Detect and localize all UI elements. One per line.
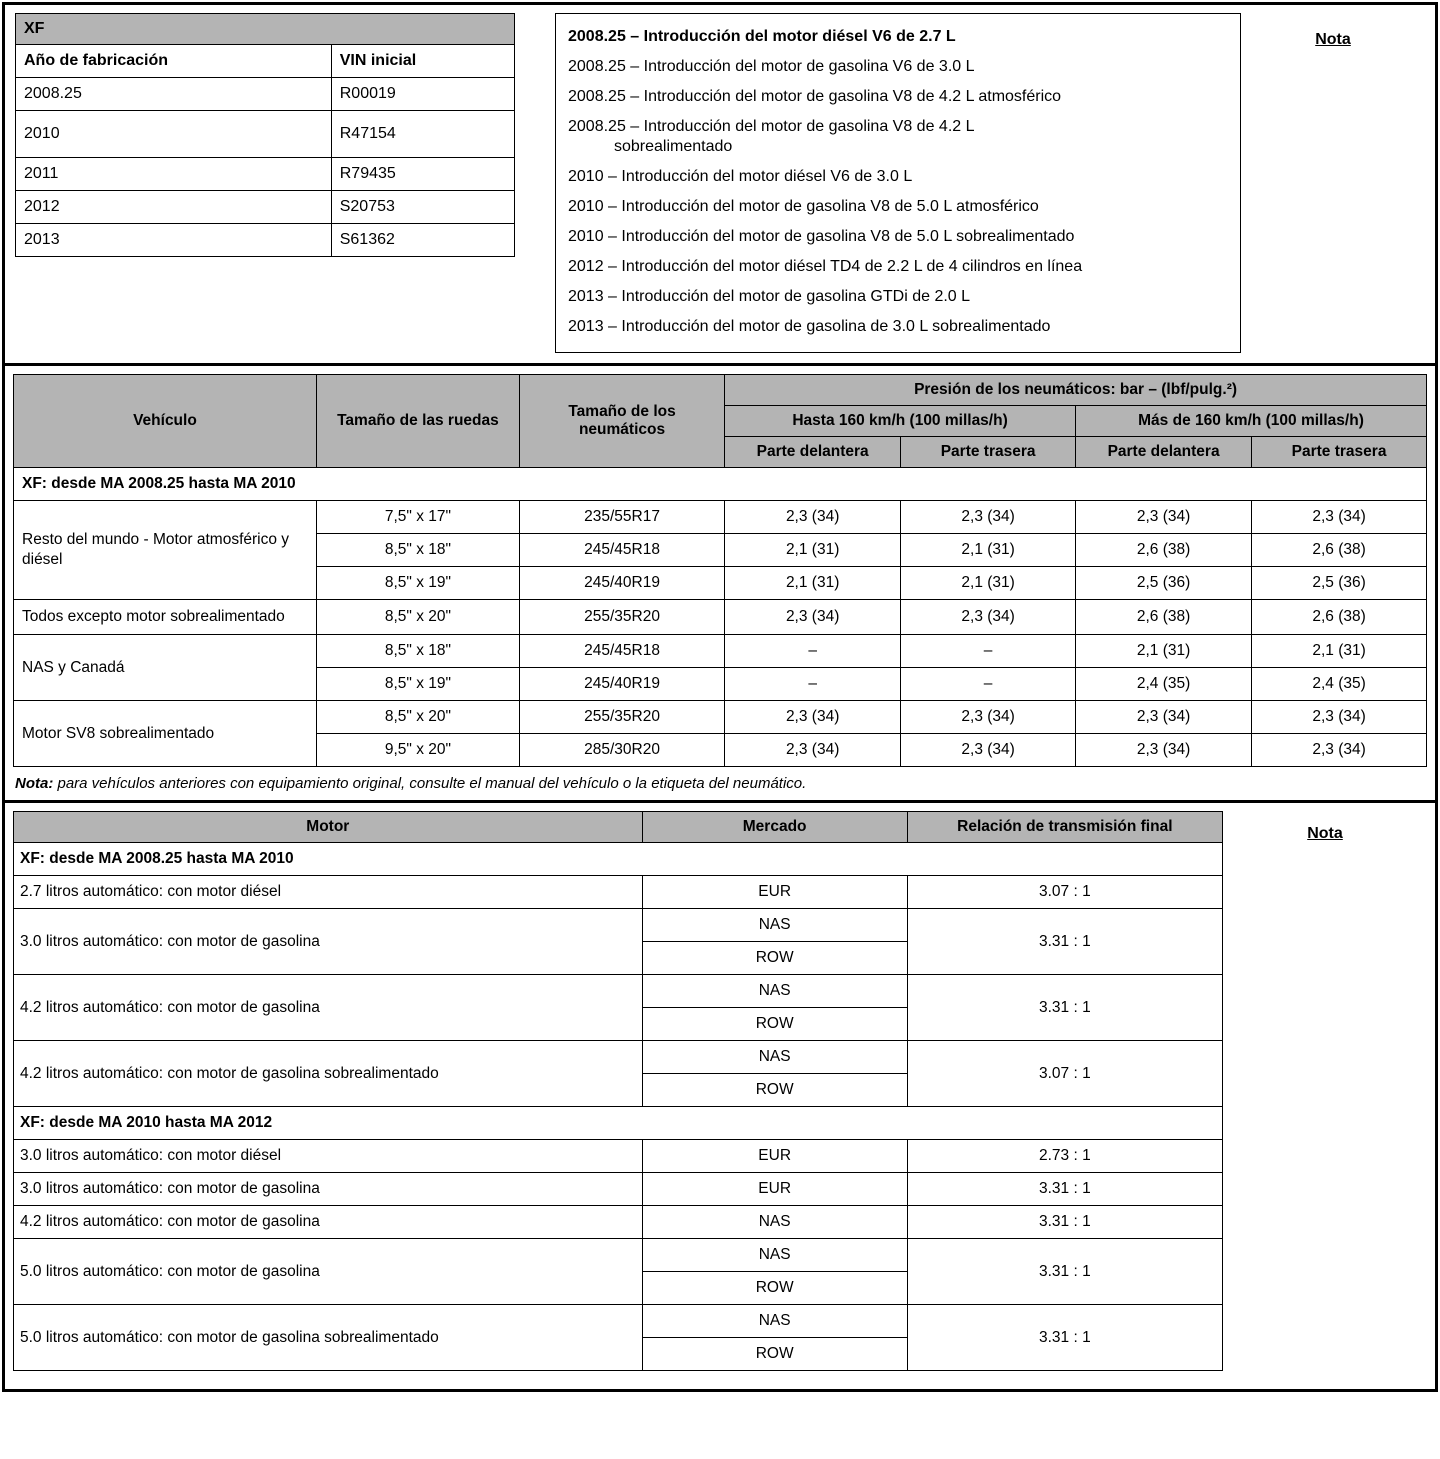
list-item: 2012 – Introducción del motor diésel TD4 de 2.2 L de 4 cilindros en línea <box>568 258 1083 275</box>
table-row <box>14 1305 1223 1338</box>
column-header-engine: Motor <box>14 812 643 843</box>
cell-engine: 5.0 litros automático: con motor de gasolina <box>14 1239 643 1305</box>
cell-market: NAS <box>642 1206 907 1239</box>
cell-rear-over: 2,3 (34) <box>1252 701 1427 734</box>
cell-engine: 4.2 litros automático: con motor de gasolina sobrealimentado <box>14 1041 643 1107</box>
vin-table <box>15 13 515 257</box>
table-section-row <box>14 1107 1223 1140</box>
cell-front-upto: 2,3 (34) <box>725 701 901 734</box>
column-header-rear-over: Parte trasera <box>1252 437 1427 468</box>
cell-engine: 2.7 litros automático: con motor diésel <box>14 876 643 909</box>
section-title: XF: desde MA 2010 hasta MA 2012 <box>14 1107 1223 1140</box>
list-item: 2010 – Introducción del motor de gasolina V8 de 5.0 L sobrealimentado <box>568 228 1075 245</box>
cell-tyre-size: 245/45R18 <box>519 635 724 668</box>
cell-tyre-size: 245/40R19 <box>519 567 724 600</box>
column-header-upto-160: Hasta 160 km/h (100 millas/h) <box>725 406 1076 437</box>
cell-market: NAS <box>642 975 907 1008</box>
cell-tyre-size: 245/45R18 <box>519 534 724 567</box>
cell-wheel-size: 8,5" x 18" <box>316 635 519 668</box>
cell-front-upto: 2,1 (31) <box>725 534 901 567</box>
cell-vehicle-group: NAS y Canadá <box>14 635 317 701</box>
column-header-market: Mercado <box>642 812 907 843</box>
cell-tyre-size: 235/55R17 <box>519 501 724 534</box>
cell-market: ROW <box>642 1074 907 1107</box>
final-drive-ratio-table <box>13 811 1223 1371</box>
cell-rear-upto: – <box>901 668 1076 701</box>
table-row <box>14 1206 1223 1239</box>
table-section-row <box>14 468 1427 501</box>
table-section-row <box>14 843 1223 876</box>
cell-tyre-size: 285/30R20 <box>519 734 724 767</box>
cell-wheel-size: 9,5" x 20" <box>316 734 519 767</box>
cell-ratio: 3.31 : 1 <box>907 1239 1222 1305</box>
table-row <box>14 635 1427 668</box>
table-row <box>14 1239 1223 1272</box>
list-item-text-continued: sobrealimentado <box>614 138 733 155</box>
cell-ratio: 3.07 : 1 <box>907 876 1222 909</box>
cell-front-upto: – <box>725 668 901 701</box>
table-row <box>14 1041 1223 1074</box>
cell-front-upto: – <box>725 635 901 668</box>
table-row <box>14 1173 1223 1206</box>
column-header-vehicle: Vehículo <box>14 375 317 468</box>
engine-introduction-list <box>555 13 1241 353</box>
cell-vin: R79435 <box>331 158 514 191</box>
cell-front-over: 2,3 (34) <box>1076 734 1252 767</box>
note-text: para vehículos anteriores con equipamiento original, consulte el manual del vehículo o la etiqueta del neumático. <box>53 775 807 793</box>
cell-rear-over: 2,3 (34) <box>1252 501 1427 534</box>
document-page <box>0 2 1440 1392</box>
table-header-row <box>14 375 1427 406</box>
cell-market: NAS <box>642 909 907 942</box>
cell-vin: R00019 <box>331 78 514 111</box>
cell-ratio: 3.31 : 1 <box>907 975 1222 1041</box>
cell-ratio: 2.73 : 1 <box>907 1140 1222 1173</box>
cell-rear-over: 2,5 (36) <box>1252 567 1427 600</box>
column-header-over-160: Más de 160 km/h (100 millas/h) <box>1076 406 1427 437</box>
nota-label-section1: Nota <box>1315 31 1351 48</box>
cell-rear-upto: 2,3 (34) <box>901 501 1076 534</box>
cell-engine: 3.0 litros automático: con motor de gasolina <box>14 909 643 975</box>
list-item: 2013 – Introducción del motor de gasolina GTDi de 2.0 L <box>568 288 971 305</box>
table-row <box>14 975 1223 1008</box>
column-header-vin: VIN inicial <box>331 45 514 78</box>
cell-ratio: 3.31 : 1 <box>907 1305 1222 1371</box>
cell-wheel-size: 8,5" x 20" <box>316 600 519 635</box>
cell-vin: S20753 <box>331 191 514 224</box>
cell-vin: S61362 <box>331 224 514 257</box>
cell-front-upto: 2,1 (31) <box>725 567 901 600</box>
cell-market: NAS <box>642 1041 907 1074</box>
column-header-rear-upto: Parte trasera <box>901 437 1076 468</box>
column-header-wheel-size: Tamaño de las ruedas <box>316 375 519 468</box>
cell-front-upto: 2,3 (34) <box>725 600 901 635</box>
nota-label-section3: Nota <box>1307 825 1343 843</box>
cell-front-over: 2,6 (38) <box>1076 534 1252 567</box>
column-header-front-over: Parte delantera <box>1076 437 1252 468</box>
cell-rear-upto: 2,3 (34) <box>901 734 1076 767</box>
vin-table-title: XF <box>16 14 515 45</box>
cell-market: EUR <box>642 1173 907 1206</box>
list-item: 2010 – Introducción del motor diésel V6 de 3.0 L <box>568 168 913 185</box>
cell-vehicle-group: Todos excepto motor sobrealimentado <box>14 600 317 635</box>
column-header-ratio: Relación de transmisión final <box>907 812 1222 843</box>
cell-rear-over: 2,6 (38) <box>1252 600 1427 635</box>
cell-front-over: 2,3 (34) <box>1076 701 1252 734</box>
list-item: 2008.25 – Introducción del motor de gasolina V8 de 4.2 L atmosférico <box>568 88 1062 105</box>
cell-rear-over: 2,6 (38) <box>1252 534 1427 567</box>
cell-market: EUR <box>642 1140 907 1173</box>
cell-market: ROW <box>642 1338 907 1371</box>
cell-engine: 4.2 litros automático: con motor de gasolina <box>14 975 643 1041</box>
section-title: XF: desde MA 2008.25 hasta MA 2010 <box>14 843 1223 876</box>
cell-rear-upto: 2,3 (34) <box>901 600 1076 635</box>
cell-rear-upto: 2,3 (34) <box>901 701 1076 734</box>
table-row <box>14 876 1223 909</box>
table-row <box>14 501 1427 534</box>
cell-market: EUR <box>642 876 907 909</box>
note-prefix: Nota: <box>15 775 54 793</box>
table-row <box>14 1140 1223 1173</box>
table-row <box>16 14 515 45</box>
column-header-tyre-size: Tamaño de los neumáticos <box>519 375 724 468</box>
cell-market: ROW <box>642 942 907 975</box>
cell-tyre-size: 255/35R20 <box>519 600 724 635</box>
cell-market: ROW <box>642 1272 907 1305</box>
table-row <box>16 45 515 78</box>
cell-market: NAS <box>642 1239 907 1272</box>
column-header-front-upto: Parte delantera <box>725 437 901 468</box>
cell-ratio: 3.31 : 1 <box>907 1206 1222 1239</box>
cell-engine: 5.0 litros automático: con motor de gasolina sobrealimentado <box>14 1305 643 1371</box>
cell-front-over: 2,6 (38) <box>1076 600 1252 635</box>
table-row <box>16 78 515 111</box>
table-header-row <box>14 812 1223 843</box>
cell-front-over: 2,3 (34) <box>1076 501 1252 534</box>
cell-engine: 3.0 litros automático: con motor de gasolina <box>14 1173 643 1206</box>
cell-vehicle-group: Motor SV8 sobrealimentado <box>14 701 317 767</box>
cell-rear-over: 2,1 (31) <box>1252 635 1427 668</box>
section-title: XF: desde MA 2008.25 hasta MA 2010 <box>14 468 1427 501</box>
cell-front-upto: 2,3 (34) <box>725 734 901 767</box>
cell-vehicle-group: Resto del mundo - Motor atmosférico y diésel <box>14 501 317 600</box>
tyre-pressure-section <box>2 366 1438 803</box>
cell-tyre-size: 255/35R20 <box>519 701 724 734</box>
list-item-text: 2008.25 – Introducción del motor de gasolina V8 de 4.2 L <box>568 118 975 135</box>
cell-market: NAS <box>642 1305 907 1338</box>
cell-market: ROW <box>642 1008 907 1041</box>
cell-rear-upto: – <box>901 635 1076 668</box>
cell-engine: 3.0 litros automático: con motor diésel <box>14 1140 643 1173</box>
cell-wheel-size: 8,5" x 19" <box>316 668 519 701</box>
cell-year: 2010 <box>16 111 332 158</box>
cell-rear-upto: 2,1 (31) <box>901 567 1076 600</box>
tyre-pressure-table <box>13 374 1427 767</box>
cell-rear-over: 2,3 (34) <box>1252 734 1427 767</box>
table-row <box>16 191 515 224</box>
cell-front-upto: 2,3 (34) <box>725 501 901 534</box>
list-item: 2008.25 – Introducción del motor de gasolina V6 de 3.0 L <box>568 58 975 75</box>
column-header-year: Año de fabricación <box>16 45 332 78</box>
tyre-table-note <box>13 767 1427 796</box>
column-header-pressure: Presión de los neumáticos: bar – (lbf/pulg.²) <box>725 375 1427 406</box>
cell-year: 2008.25 <box>16 78 332 111</box>
cell-ratio: 3.07 : 1 <box>907 1041 1222 1107</box>
table-row <box>14 600 1427 635</box>
cell-engine: 4.2 litros automático: con motor de gasolina <box>14 1206 643 1239</box>
cell-front-over: 2,4 (35) <box>1076 668 1252 701</box>
cell-front-over: 2,5 (36) <box>1076 567 1252 600</box>
cell-tyre-size: 245/40R19 <box>519 668 724 701</box>
list-item <box>568 112 1228 162</box>
final-drive-ratio-section <box>2 803 1438 1392</box>
table-row <box>16 158 515 191</box>
list-item: 2013 – Introducción del motor de gasolina de 3.0 L sobrealimentado <box>568 318 1051 335</box>
cell-wheel-size: 8,5" x 18" <box>316 534 519 567</box>
cell-year: 2011 <box>16 158 332 191</box>
cell-year: 2012 <box>16 191 332 224</box>
list-item: 2008.25 – Introducción del motor diésel V6 de 2.7 L <box>568 28 956 45</box>
cell-vin: R47154 <box>331 111 514 158</box>
cell-year: 2013 <box>16 224 332 257</box>
cell-wheel-size: 8,5" x 19" <box>316 567 519 600</box>
cell-rear-over: 2,4 (35) <box>1252 668 1427 701</box>
table-row <box>16 111 515 158</box>
cell-wheel-size: 8,5" x 20" <box>316 701 519 734</box>
cell-wheel-size: 7,5" x 17" <box>316 501 519 534</box>
cell-ratio: 3.31 : 1 <box>907 1173 1222 1206</box>
vin-and-engine-section <box>2 2 1438 366</box>
table-row <box>14 909 1223 942</box>
list-item: 2010 – Introducción del motor de gasolina V8 de 5.0 L atmosférico <box>568 198 1039 215</box>
table-row <box>14 701 1427 734</box>
table-row <box>16 224 515 257</box>
cell-front-over: 2,1 (31) <box>1076 635 1252 668</box>
cell-rear-upto: 2,1 (31) <box>901 534 1076 567</box>
cell-ratio: 3.31 : 1 <box>907 909 1222 975</box>
